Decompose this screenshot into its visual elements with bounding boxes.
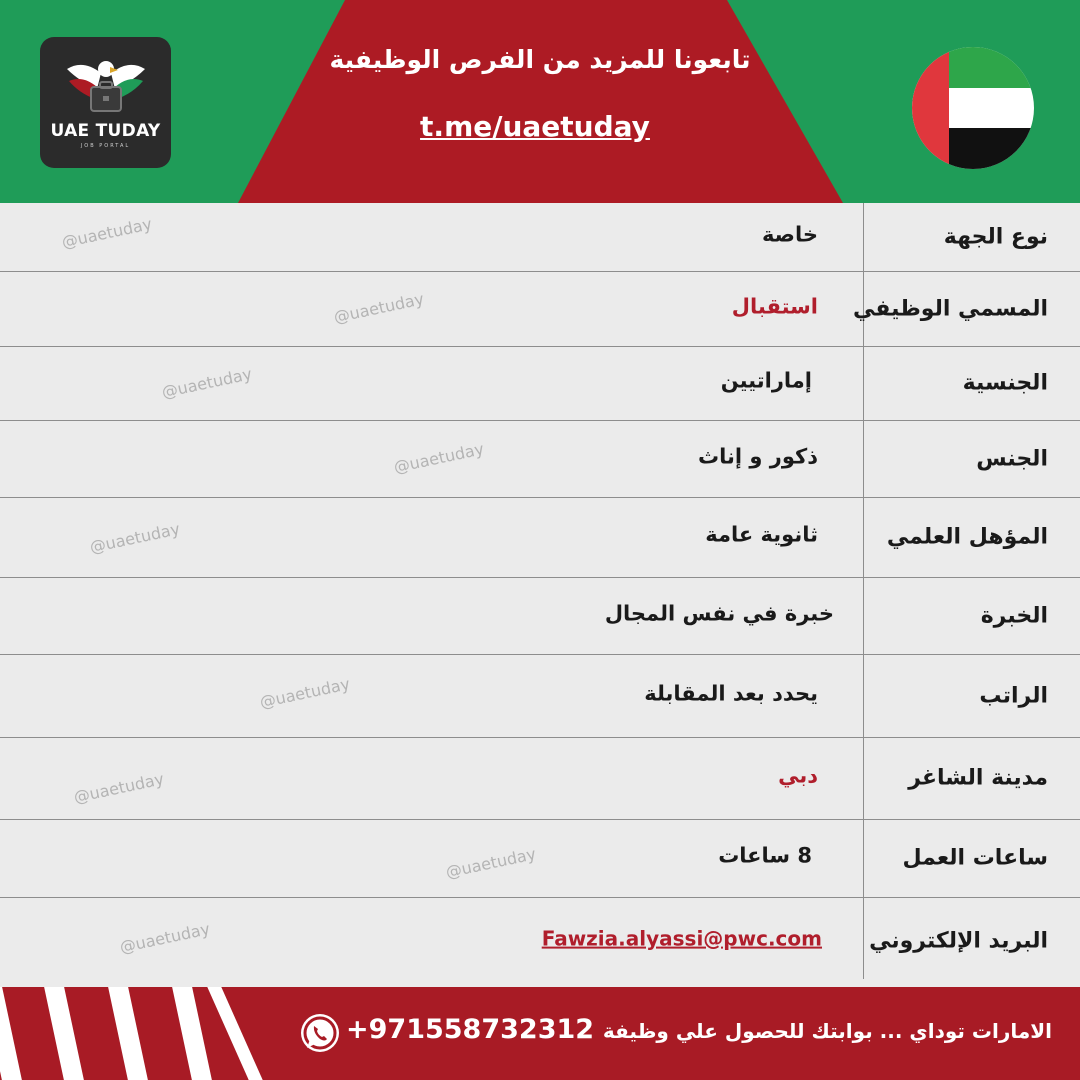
row-label: البريد الإلكتروني xyxy=(869,928,1048,954)
row-label: الجنس xyxy=(976,446,1048,471)
row-nationality xyxy=(0,346,1080,420)
row-label: المسمي الوظيفي xyxy=(853,296,1048,321)
watermark: @uaetuday xyxy=(160,364,254,402)
row-value: خاصة xyxy=(761,222,818,247)
uae-tuday-logo xyxy=(40,37,171,168)
row-value: استقبال xyxy=(731,294,818,319)
watermark: @uaetuday xyxy=(258,674,352,712)
whatsapp-icon[interactable] xyxy=(299,1012,341,1054)
job-details-table xyxy=(0,203,1080,987)
footer-stripe xyxy=(172,987,212,1080)
row-value: 8 ساعات xyxy=(718,843,812,868)
row-qualification xyxy=(0,497,1080,577)
watermark: @uaetuday xyxy=(88,519,182,557)
watermark: @uaetuday xyxy=(392,439,486,477)
logo-subtitle: JOB PORTAL xyxy=(80,143,131,149)
row-experience xyxy=(0,577,1080,654)
footer-stripe xyxy=(0,987,22,1080)
row-job-title xyxy=(0,271,1080,346)
footer-tagline: الامارات توداي ... بوابتك للحصول علي وظيفة xyxy=(602,1019,1052,1043)
watermark: @uaetuday xyxy=(60,214,154,252)
footer-stripe xyxy=(108,987,148,1080)
watermark: @uaetuday xyxy=(332,289,426,327)
row-email xyxy=(0,897,1080,985)
eagle-briefcase-icon xyxy=(65,55,147,121)
follow-text: تابعونا للمزيد من الفرص الوظيفية xyxy=(329,45,751,74)
row-salary xyxy=(0,654,1080,737)
phone-number[interactable]: +971558732312 xyxy=(346,1014,595,1045)
footer-stripe xyxy=(44,987,84,1080)
row-working-hours xyxy=(0,819,1080,897)
row-label: الخبرة xyxy=(980,603,1048,628)
row-value: ثانوية عامة xyxy=(705,522,818,547)
row-label: مدينة الشاغر xyxy=(908,765,1048,791)
row-label: ساعات العمل xyxy=(902,845,1048,871)
row-value: ذكور و إناث xyxy=(698,444,818,469)
row-value: خبرة في نفس المجال xyxy=(604,601,834,626)
uae-flag-icon xyxy=(911,46,1035,170)
email-link[interactable]: Fawzia.alyassi@pwc.com xyxy=(541,926,822,951)
row-label: الراتب xyxy=(979,683,1048,708)
row-value: يحدد بعد المقابلة xyxy=(644,681,818,706)
watermark: @uaetuday xyxy=(118,919,212,957)
row-value: إماراتيين xyxy=(720,368,812,393)
logo-name: UAE TUDAY xyxy=(50,121,161,141)
row-entity-type xyxy=(0,203,1080,271)
header-banner xyxy=(0,0,1080,203)
watermark: @uaetuday xyxy=(72,769,166,807)
row-label: نوع الجهة xyxy=(943,224,1048,250)
watermark: @uaetuday xyxy=(444,844,538,882)
row-label: الجنسية xyxy=(962,370,1048,396)
row-gender xyxy=(0,420,1080,497)
row-value: دبي xyxy=(778,763,818,788)
footer-stripe xyxy=(207,987,262,1080)
telegram-channel-link[interactable]: t.me/uaetuday xyxy=(420,110,650,143)
footer-banner xyxy=(0,987,1080,1080)
row-city xyxy=(0,737,1080,819)
row-label: المؤهل العلمي xyxy=(886,524,1048,550)
